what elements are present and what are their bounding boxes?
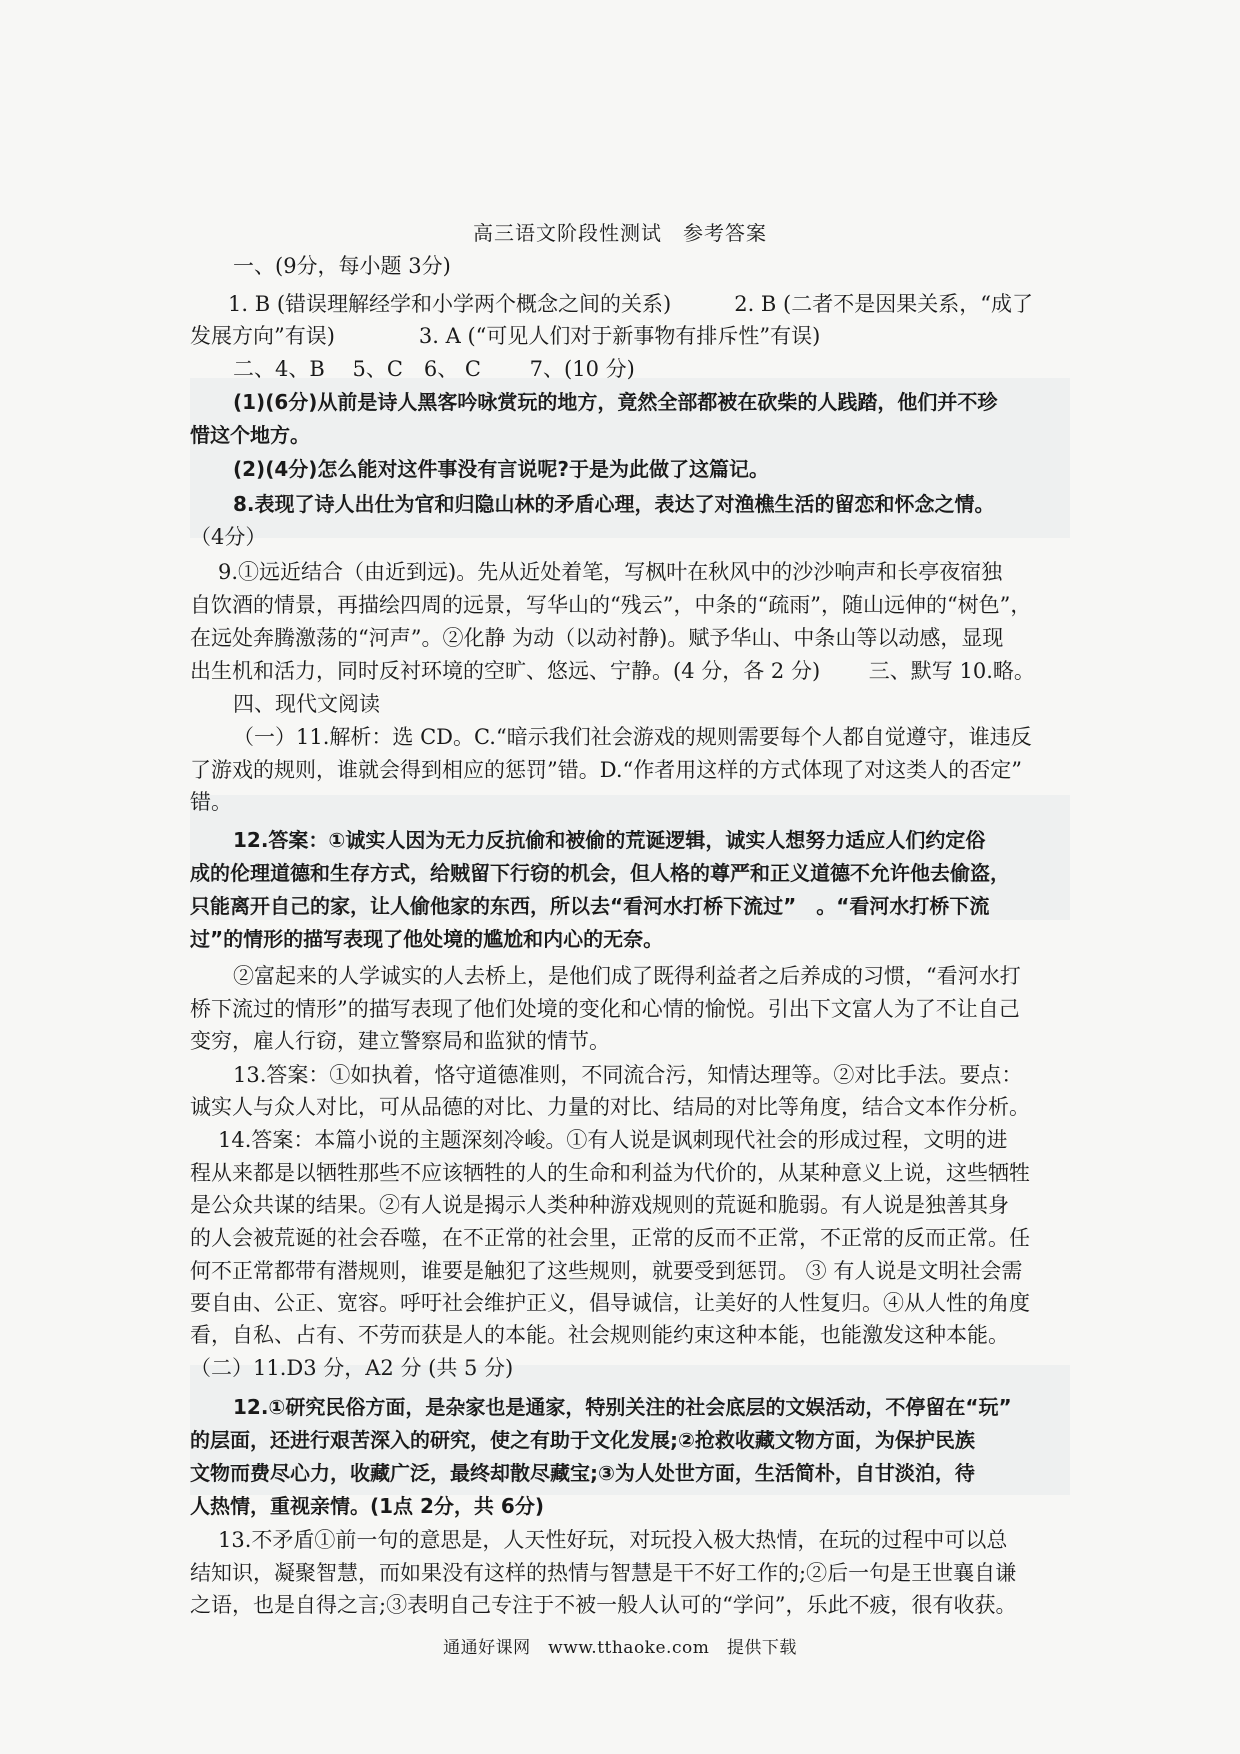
answer-line: 13.不矛盾①前一句的意思是，人天性好玩，对玩投入极大热情，在玩的过程中可以总 <box>218 1528 1008 1552</box>
answer-line: 9.①远近结合（由近到远)。先从近处着笔，写枫叶在秋风中的沙沙响声和长亭夜宿独 <box>218 560 1003 584</box>
answer-line: 结知识，凝聚智慧，而如果没有这样的热情与智慧是干不好工作的;②后一句是王世襄自谦 <box>190 1561 1017 1585</box>
answer-line: 12.①研究民俗方面，是杂家也是通家，特别关注的社会底层的文娱活动，不停留在“玩” <box>233 1395 1012 1419</box>
answer-line: (2)(4分)怎么能对这件事没有言说呢?于是为此做了这篇记。 <box>233 457 769 481</box>
answer-line: 看，自私、占有、不劳而获是人的本能。社会规则能约束这种本能，也能激发这种本能。 <box>190 1323 1009 1347</box>
answer-line: 诚实人与众人对比，可从品德的对比、力量的对比、结局的对比等角度，结合文本作分析。 <box>190 1095 1030 1119</box>
answer-line: 要自由、公正、宽容。呼吁社会维护正义，倡导诚信，让美好的人性复归。④从人性的角度 <box>190 1291 1030 1315</box>
answer-line: 1. B (错误理解经学和小学两个概念之间的关系) 2. B (二者不是因果关系，“成了 <box>228 292 1033 316</box>
answer-line: 在远处奔腾激荡的“河声”。②化静 为动（以动衬静)。赋予华山、中条山等以动感，显现 <box>190 626 1004 650</box>
answer-line: 之语，也是自得之言;③表明自己专注于不被一般人认可的“学问”，乐此不疲，很有收获。 <box>190 1593 1017 1617</box>
answer-line: 人热情，重视亲情。(1点 2分，共 6分) <box>190 1494 544 1518</box>
answer-line: 的人会被荒诞的社会吞噬，在不正常的社会里，正常的反而不正常，不正常的反而正常。任 <box>190 1226 1030 1250</box>
answer-line: 出生机和活力，同时反衬环境的空旷、悠远、宁静。(4 分，各 2 分) 三、默写 10.略。 <box>190 659 1035 683</box>
answer-line: 只能离开自己的家，让人偷他家的东西，所以去“看河水打桥下流过” 。“看河水打桥下流 <box>190 894 990 918</box>
answer-line: 程从来都是以牺牲那些不应该牺牲的人的生命和利益为代价的，从某种意义上说，这些牺牲 <box>190 1161 1030 1185</box>
answer-line: 14.答案：本篇小说的主题深刻冷峻。①有人说是讽刺现代社会的形成过程，文明的进 <box>218 1128 1008 1152</box>
answer-line: 二、4、B 5、C 6、 C 7、(10 分) <box>233 357 635 381</box>
answer-line: （4分） <box>190 525 267 549</box>
answer-line: 12.答案：①诚实人因为无力反抗偷和被偷的荒诞逻辑，诚实人想努力适应人们约定俗 <box>233 828 986 852</box>
answer-line: 8.表现了诗人出仕为官和归隐山林的矛盾心理，表达了对渔樵生活的留恋和怀念之情。 <box>233 492 995 516</box>
footer-credit: 通通好课网 www.tthaoke.com 提供下载 <box>443 1638 797 1658</box>
answer-line: 错。 <box>190 790 232 814</box>
page-title: 高三语文阶段性测试 参考答案 <box>473 221 767 245</box>
answer-line: 自饮酒的情景，再描绘四周的远景，写华山的“残云”，中条的“疏雨”，随山远伸的“树色”， <box>190 593 1032 617</box>
answer-line: 一、(9分，每小题 3分) <box>233 254 451 278</box>
answer-line: ②富起来的人学诚实的人去桥上，是他们成了既得利益者之后养成的习惯，“看河水打 <box>233 964 1021 988</box>
answer-line: 四、现代文阅读 <box>233 692 380 716</box>
answer-line: 惜这个地方。 <box>190 423 310 447</box>
answer-line: （二）11.D3 分，A2 分 (共 5 分) <box>190 1356 514 1380</box>
answer-line: (1)(6分)从前是诗人黑客吟咏赏玩的地方，竟然全部都被在砍柴的人践踏，他们并不珍 <box>233 390 998 414</box>
answer-line: 了游戏的规则，谁就会得到相应的惩罚”错。D.“作者用这样的方式体现了对这类人的否定” <box>190 758 1022 782</box>
answer-line: 成的伦理道德和生存方式，给贼留下行窃的机会，但人格的尊严和正义道德不允许他去偷盗， <box>190 861 1010 885</box>
answer-line: （一）11.解析：选 CD。C.“暗示我们社会游戏的规则需要每个人都自觉遵守，谁违反 <box>233 725 1032 749</box>
answer-line: 发展方向”有误) 3. A (“可见人们对于新事物有排斥性”有误) <box>190 324 821 348</box>
answer-line: 13.答案：①如执着，恪守道德准则，不同流合污，知情达理等。②对比手法。要点： <box>233 1063 1023 1087</box>
answer-line: 文物而费尽心力，收藏广泛，最终却散尽藏宝;③为人处世方面，生活简朴，自甘淡泊，待 <box>190 1461 975 1485</box>
answer-line: 变穷，雇人行窃，建立警察局和监狱的情节。 <box>190 1029 610 1053</box>
answer-line: 是公众共谋的结果。②有人说是揭示人类种种游戏规则的荒诞和脆弱。有人说是独善其身 <box>190 1193 1009 1217</box>
answer-line: 的层面，还进行艰苦深入的研究，使之有助于文化发展;②抢救收藏文物方面，为保护民族 <box>190 1428 975 1452</box>
answer-line: 桥下流过的情形”的描写表现了他们处境的变化和心情的愉悦。引出下文富人为了不让自己 <box>190 997 1020 1021</box>
answer-line: 过”的情形的描写表现了他处境的尴尬和内心的无奈。 <box>190 927 664 951</box>
answer-line: 何不正常都带有潜规则，谁要是触犯了这些规则，就要受到惩罚。 ③ 有人说是文明社会需 <box>190 1259 1023 1283</box>
